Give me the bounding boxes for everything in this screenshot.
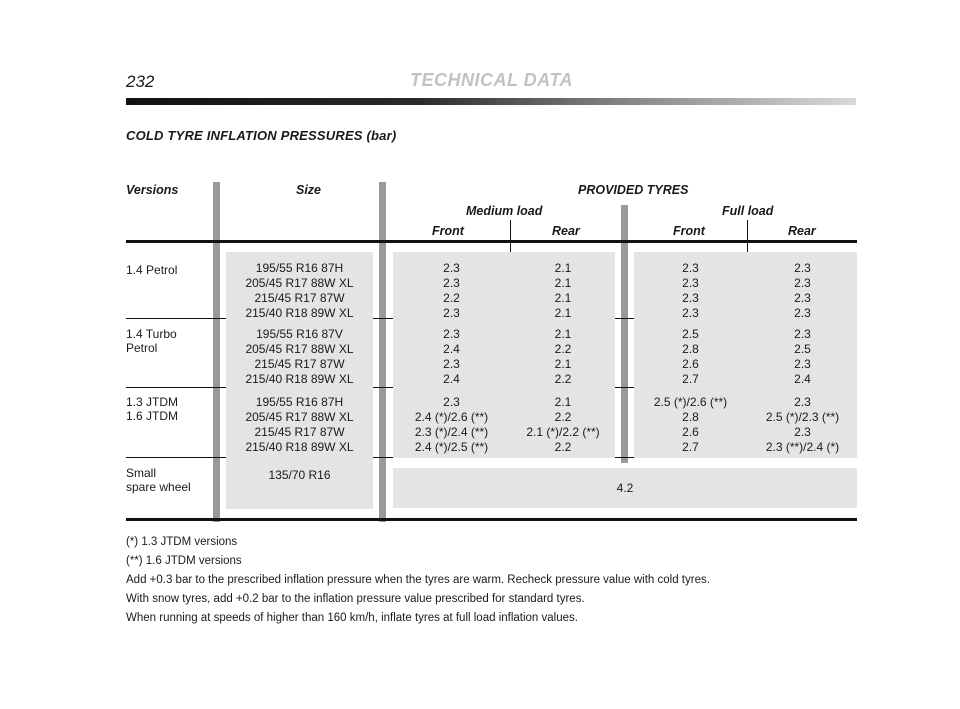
versions-header: Versions xyxy=(126,183,179,197)
full-front-values xyxy=(634,261,747,321)
row-sizes xyxy=(226,327,373,387)
medium-rear-values xyxy=(511,327,615,387)
footnote-snow-tyres: With snow tyres, add +0.2 bar to the inflation pressure value prescribed for standard tyres. xyxy=(126,593,585,605)
medium-load-header: Medium load xyxy=(466,204,543,218)
pressure-value: 2.3 xyxy=(794,395,811,409)
medium-front-values xyxy=(393,395,510,455)
version-line: Small xyxy=(126,466,157,480)
pressure-value: 2.4 xyxy=(443,342,460,356)
spare-size xyxy=(226,468,373,483)
size-value: 195/55 R16 87V xyxy=(256,327,343,341)
pressure-value: 2.3 xyxy=(443,276,460,290)
size-value: 215/40 R18 89W XL xyxy=(245,306,354,320)
pressure-value: 2.5 xyxy=(682,327,699,341)
pressure-value: 2.2 xyxy=(443,291,460,305)
pressure-value: 2.3 xyxy=(443,261,460,275)
pressure-value: 2.1 xyxy=(554,327,572,341)
version-line: 1.6 JTDM xyxy=(126,409,179,423)
medium-front-values xyxy=(393,261,510,321)
full-rear-values xyxy=(748,327,857,387)
pressure-value: 2.3 xyxy=(794,327,811,341)
full-load-header: Full load xyxy=(722,204,774,218)
pressure-value: 2.1 xyxy=(554,276,572,290)
version-line: 1.4 Petrol xyxy=(126,263,178,277)
spare-version xyxy=(126,466,191,494)
pressure-value: 2.1 xyxy=(554,395,572,409)
pressure-value: 2.1 xyxy=(554,357,572,371)
pressure-value: 2.5 xyxy=(794,342,811,356)
pressure-value: 2.3 xyxy=(443,395,460,409)
pressure-value: 2.4 xyxy=(794,372,811,386)
bottom-rule xyxy=(126,518,857,521)
pressure-value: 2.1 xyxy=(554,261,572,275)
version-line: 1.4 Turbo xyxy=(126,327,177,341)
pressure-value: 2.5 (*)/2.6 (**) xyxy=(653,395,728,409)
pressure-value: 2.3 xyxy=(682,306,699,320)
size-value: 195/55 R16 87H xyxy=(255,395,344,409)
footnote-2: (**) 1.6 JTDM versions xyxy=(126,555,242,567)
pressure-value: 2.3 xyxy=(794,425,811,439)
pressure-value: 2.3 xyxy=(682,261,699,275)
provided-tyres-header: PROVIDED TYRES xyxy=(578,183,689,197)
title-divider xyxy=(126,98,856,105)
pressure-value: 2.4 xyxy=(443,372,460,386)
full-front-values xyxy=(634,327,747,387)
size-value: 205/45 R17 88W XL xyxy=(245,342,354,356)
size-value: 215/45 R17 87W xyxy=(254,291,345,305)
full-rear-header: Rear xyxy=(788,224,816,238)
row-sizes xyxy=(226,395,373,455)
size-value: 195/55 R16 87H xyxy=(255,261,344,275)
full-front-header: Front xyxy=(673,224,705,238)
page-heading: COLD TYRE INFLATION PRESSURES (bar) xyxy=(126,128,397,143)
row-version xyxy=(126,395,178,423)
row-version xyxy=(126,263,177,277)
full-rear-values xyxy=(748,395,857,455)
pressure-value: 2.3 xyxy=(794,261,811,275)
medium-rear-values xyxy=(511,261,615,321)
medium-front-header: Front xyxy=(432,224,464,238)
pressure-value: 2.7 xyxy=(682,372,699,386)
pressure-value: 2.7 xyxy=(682,440,699,454)
section-title: TECHNICAL DATA xyxy=(410,70,573,90)
size-divider-bar xyxy=(379,182,386,522)
load-divider-bar xyxy=(621,205,628,463)
pressure-value: 2.3 (*)/2.4 (**) xyxy=(414,425,489,439)
pressure-value: 2.3 (**)/2.4 (*) xyxy=(765,440,840,454)
size-value: 205/45 R17 88W XL xyxy=(245,276,354,290)
pressure-value: 2.3 xyxy=(794,306,811,320)
medium-rear-header: Rear xyxy=(552,224,580,238)
pressure-value: 2.4 (*)/2.5 (**) xyxy=(414,440,489,454)
pressure-value: 2.3 xyxy=(443,357,460,371)
pressure-value: 2.4 (*)/2.6 (**) xyxy=(414,410,489,424)
pressure-value: 2.3 xyxy=(794,276,811,290)
pressure-value: 2.2 xyxy=(554,372,572,386)
version-line: spare wheel xyxy=(126,480,191,494)
size-value: 135/70 R16 xyxy=(268,468,331,482)
row-version xyxy=(126,327,177,355)
pressure-value: 2.3 xyxy=(682,276,699,290)
pressure-value: 2.2 xyxy=(554,440,572,454)
size-value: 215/40 R18 89W XL xyxy=(245,372,354,386)
pressure-value: 2.8 xyxy=(682,410,699,424)
size-value: 215/40 R18 89W XL xyxy=(245,440,354,454)
pressure-value: 4.2 xyxy=(616,481,634,495)
medium-rear-values xyxy=(511,395,615,455)
footnote-high-speed: When running at speeds of higher than 160 km/h, inflate tyres at full load inflation values. xyxy=(126,612,578,624)
pressure-value: 2.5 (*)/2.3 (**) xyxy=(765,410,840,424)
pressure-value: 2.3 xyxy=(682,291,699,305)
pressure-value: 2.2 xyxy=(554,342,572,356)
pressure-value: 2.6 xyxy=(682,357,699,371)
pressure-value: 2.1 xyxy=(554,291,572,305)
size-value: 205/45 R17 88W XL xyxy=(245,410,354,424)
medium-front-values xyxy=(393,327,510,387)
full-rear-values xyxy=(748,261,857,321)
version-line: Petrol xyxy=(126,341,158,355)
size-value: 215/45 R17 87W xyxy=(254,357,345,371)
full-front-values xyxy=(634,395,747,455)
version-line: 1.3 JTDM xyxy=(126,395,179,409)
pressure-value: 2.8 xyxy=(682,342,699,356)
pressure-value: 2.6 xyxy=(682,425,699,439)
spare-pressure xyxy=(393,468,857,508)
pressure-value: 2.1 (*)/2.2 (**) xyxy=(526,425,600,439)
pressure-value: 2.3 xyxy=(794,291,811,305)
row-sizes xyxy=(226,261,373,321)
footnote-1: (*) 1.3 JTDM versions xyxy=(126,536,238,548)
pressure-value: 2.3 xyxy=(443,306,460,320)
size-value: 215/45 R17 87W xyxy=(254,425,345,439)
versions-divider-bar xyxy=(213,182,220,522)
pressure-value: 2.1 xyxy=(554,306,572,320)
pressure-value: 2.2 xyxy=(554,410,572,424)
footnote-warm-tyres: Add +0.3 bar to the prescribed inflation pressure when the tyres are warm. Recheck pressure value with cold tyres. xyxy=(126,574,710,586)
pressure-value: 2.3 xyxy=(443,327,460,341)
pressure-value: 2.3 xyxy=(794,357,811,371)
size-header: Size xyxy=(296,183,322,197)
page-number: 232 xyxy=(126,72,155,91)
header-rule xyxy=(126,240,857,243)
